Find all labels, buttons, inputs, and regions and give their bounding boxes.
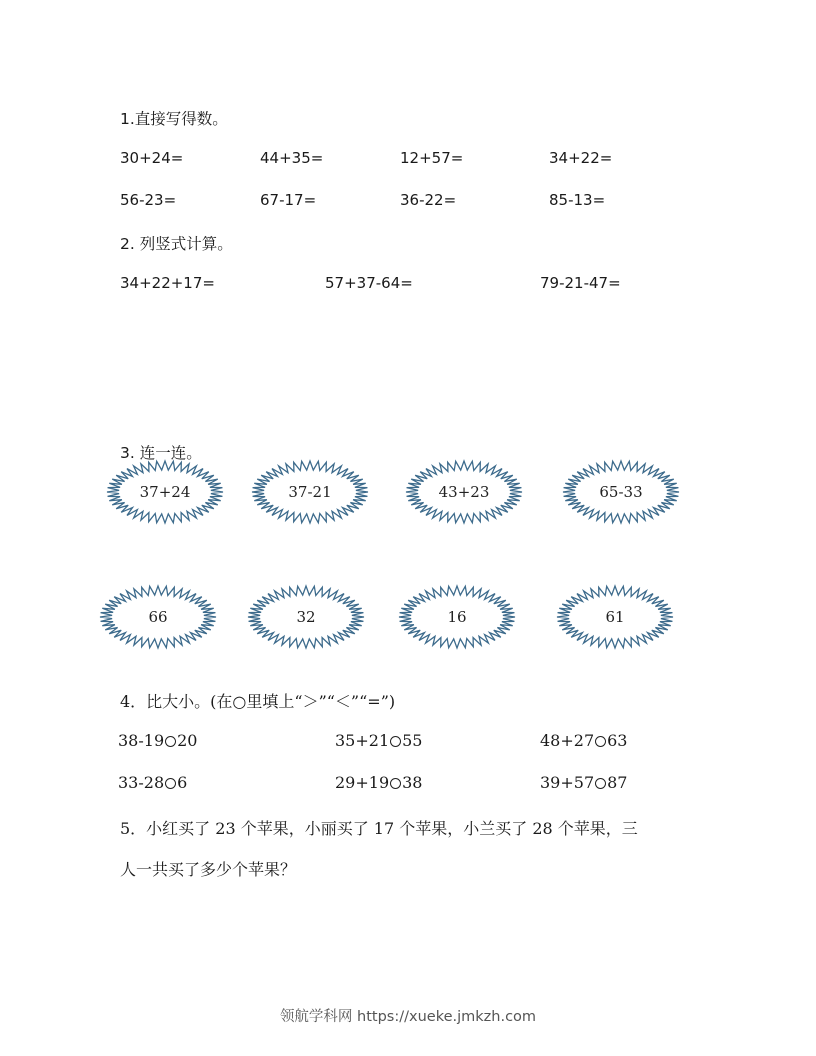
- footer-watermark: 领航学科网 https://xueke.jmkzh.com: [279, 1009, 537, 1025]
- burst-bottom-1[interactable]: [98, 584, 218, 650]
- compare-circle[interactable]: [390, 778, 401, 789]
- compare-right: 87: [607, 773, 628, 792]
- q2-title: 2. 列竖式计算。: [120, 235, 233, 253]
- burst-top-4-label: 65-33: [599, 483, 643, 501]
- compare-item: [335, 731, 422, 750]
- burst-bottom-2-label: 32: [296, 608, 316, 626]
- burst-top-1[interactable]: [105, 459, 225, 525]
- burst-top-1-label: 37+24: [139, 483, 191, 501]
- burst-bottom-1-label: 66: [148, 608, 168, 626]
- q5-line-1: 5．小红买了 23 个苹果，小丽买了 17 个苹果，小兰买了 28 个苹果，三: [120, 819, 638, 838]
- burst-bottom-3-label: 16: [447, 608, 467, 626]
- q3-title: 3. 连一连。: [120, 444, 202, 462]
- compare-right: 20: [177, 731, 198, 750]
- burst-top-3[interactable]: [404, 459, 524, 525]
- compare-right: 55: [402, 731, 423, 750]
- compare-circle[interactable]: [390, 736, 401, 747]
- compare-item: [540, 773, 627, 792]
- burst-top-2-label: 37-21: [288, 483, 332, 501]
- compare-left: 39+57: [540, 773, 595, 792]
- q5-line-2: 人一共买了多少个苹果？: [120, 860, 297, 879]
- q1-row1-item-3: 12+57=: [400, 149, 464, 167]
- compare-left: 33-28: [118, 773, 165, 792]
- compare-left: 38-19: [118, 731, 165, 750]
- q1-row1-item-2: 44+35=: [260, 149, 324, 167]
- q1-row1-item-4: 34+22=: [549, 149, 613, 167]
- compare-left: 29+19: [335, 773, 390, 792]
- q1-row2-item-3: 36-22=: [400, 191, 457, 209]
- compare-item: [118, 731, 197, 750]
- compare-left: 48+27: [540, 731, 595, 750]
- q1-row2-item-4: 85-13=: [549, 191, 606, 209]
- burst-top-4[interactable]: [561, 459, 681, 525]
- burst-top-2[interactable]: [250, 459, 370, 525]
- compare-item: [540, 731, 627, 750]
- compare-circle[interactable]: [165, 736, 176, 747]
- q2-item-2: 57+37-64=: [325, 274, 413, 292]
- compare-circle[interactable]: [595, 736, 606, 747]
- compare-right: 38: [402, 773, 423, 792]
- q2-item-3: 79-21-47=: [540, 274, 621, 292]
- q1-row2-item-2: 67-17=: [260, 191, 317, 209]
- compare-item: [118, 773, 187, 792]
- q2-item-1: 34+22+17=: [120, 274, 215, 292]
- compare-circle[interactable]: [595, 778, 606, 789]
- q4-title: 4．比大小。(在○里填上“＞”“＜”“=”): [120, 692, 396, 711]
- compare-right: 6: [177, 773, 188, 792]
- compare-left: 35+21: [335, 731, 390, 750]
- compare-item: [335, 773, 422, 792]
- burst-top-3-label: 43+23: [438, 483, 490, 501]
- q1-title: 1.直接写得数。: [120, 110, 228, 128]
- burst-bottom-4-label: 61: [605, 608, 625, 626]
- burst-bottom-2[interactable]: [246, 584, 366, 650]
- q1-row2-item-1: 56-23=: [120, 191, 177, 209]
- burst-bottom-3[interactable]: [397, 584, 517, 650]
- q1-row1-item-1: 30+24=: [120, 149, 184, 167]
- compare-right: 63: [607, 731, 628, 750]
- burst-bottom-4[interactable]: [555, 584, 675, 650]
- compare-circle[interactable]: [165, 778, 176, 789]
